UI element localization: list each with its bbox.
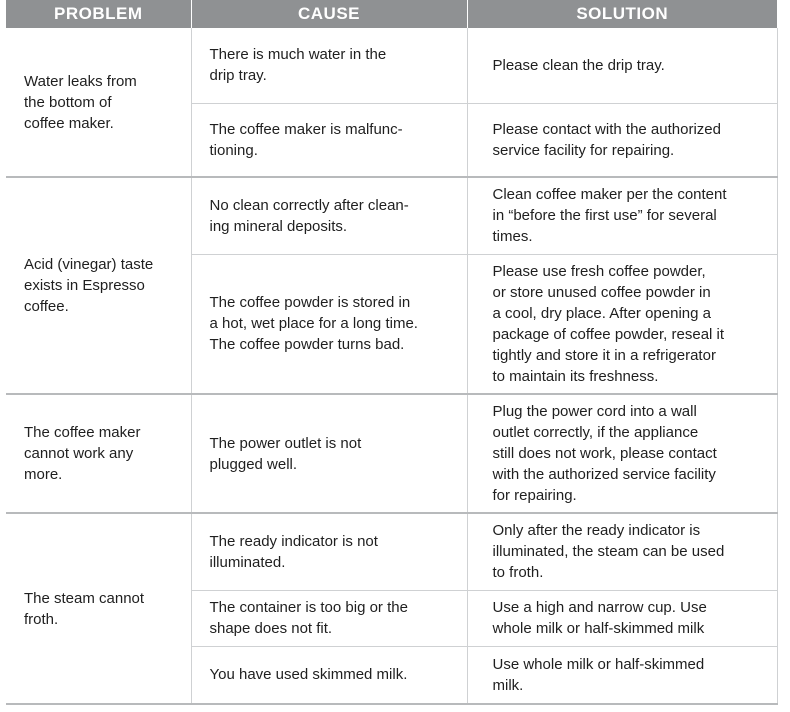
cause-cell: No clean correctly after clean- ing mineral deposits.: [191, 177, 467, 254]
cause-cell: The coffee maker is malfunc- tioning.: [191, 103, 467, 177]
table-row: [6, 513, 777, 590]
table-body: [6, 28, 777, 704]
table-header: [6, 0, 777, 28]
problem-cannot-work: The coffee maker cannot work any more.: [6, 394, 191, 513]
solution-cell: Only after the ready indicator is illuminated, the steam can be used to froth.: [467, 513, 777, 590]
solution-cell: Please clean the drip tray.: [467, 28, 777, 103]
table-row: [6, 28, 777, 103]
header-problem: PROBLEM: [6, 0, 191, 28]
problem-steam-cannot-froth: The steam cannot froth.: [6, 513, 191, 704]
header-cause: CAUSE: [191, 0, 467, 28]
header-solution: SOLUTION: [467, 0, 777, 28]
problem-water-leaks: Water leaks from the bottom of coffee maker.: [6, 28, 191, 177]
cause-cell: The ready indicator is not illuminated.: [191, 513, 467, 590]
cause-cell: The container is too big or the shape does not fit.: [191, 590, 467, 646]
solution-cell: Clean coffee maker per the content in “before the first use” for several times.: [467, 177, 777, 254]
header-row: [6, 0, 777, 28]
solution-cell: Use whole milk or half-skimmed milk.: [467, 646, 777, 704]
cause-cell: The coffee powder is stored in a hot, wet place for a long time. The coffee powder turns bad.: [191, 254, 467, 394]
solution-cell: Use a high and narrow cup. Use whole milk or half-skimmed milk: [467, 590, 777, 646]
table-row: [6, 177, 777, 254]
table-row: [6, 394, 777, 513]
solution-cell: Please contact with the authorized service facility for repairing.: [467, 103, 777, 177]
troubleshooting-table: [6, 0, 778, 705]
cause-cell: You have used skimmed milk.: [191, 646, 467, 704]
solution-cell: Please use fresh coffee powder, or store unused coffee powder in a cool, dry place. After opening a package of coffee powder, reseal it tightly and store it in a refrigerator to maintain its freshness.: [467, 254, 777, 394]
cause-cell: There is much water in the drip tray.: [191, 28, 467, 103]
cause-cell: The power outlet is not plugged well.: [191, 394, 467, 513]
solution-cell: Plug the power cord into a wall outlet correctly, if the appliance still does not work, please contact with the authorized service facility for repairing.: [467, 394, 777, 513]
problem-acid-taste: Acid (vinegar) taste exists in Espresso coffee.: [6, 177, 191, 394]
